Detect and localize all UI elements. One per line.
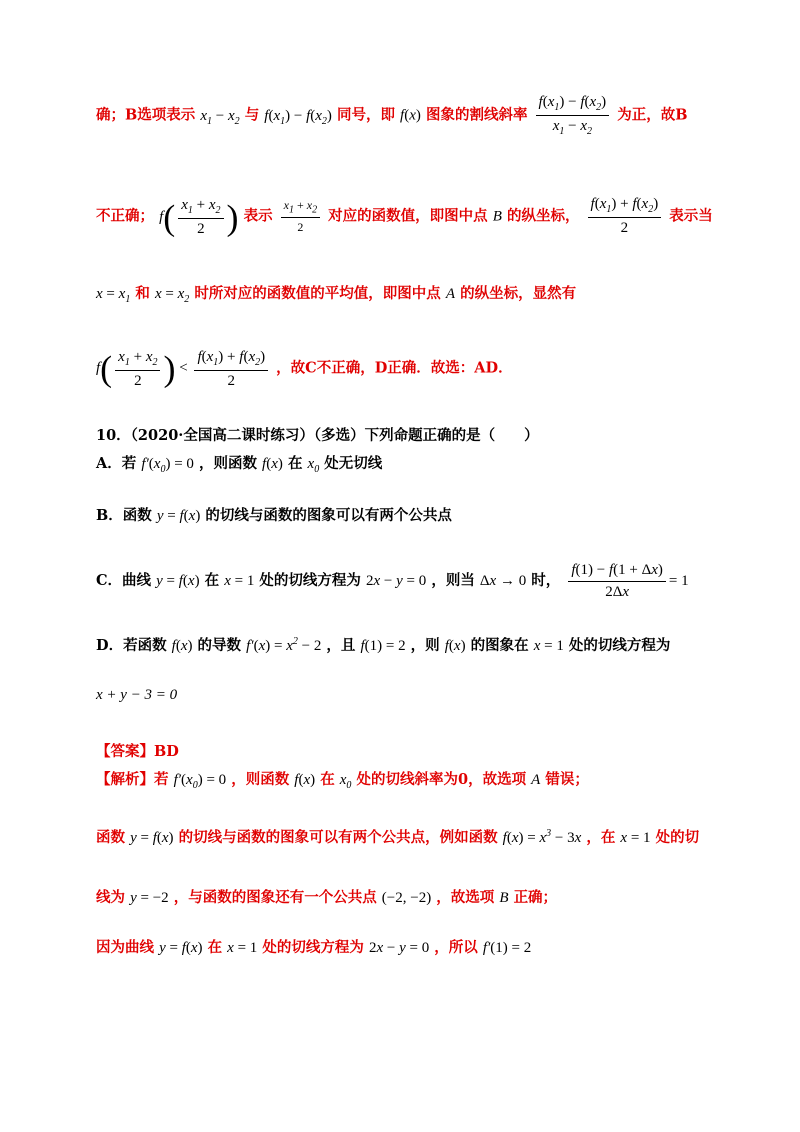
math-tangent-line-equation: x + y − 3 = 0 bbox=[96, 687, 178, 703]
text: 正确； bbox=[513, 889, 558, 906]
text: 线为 bbox=[96, 889, 125, 906]
math-option-a: A bbox=[531, 772, 541, 788]
solution-line-2 bbox=[96, 196, 713, 238]
text: 图象的割线斜率 bbox=[425, 106, 528, 124]
text: 处的切线方程为 bbox=[568, 637, 671, 654]
solution-line-3 bbox=[96, 282, 576, 305]
math-limit-fraction: $\frac{f(1) - f(1 + \Delta x)}{2\Delta x}$ = 1 bbox=[565, 573, 688, 589]
math-midpoint-fraction: $\frac{x_1 + x_2}{2}$ bbox=[281, 198, 320, 235]
option-d bbox=[96, 634, 670, 655]
text: 表示当 bbox=[669, 207, 713, 225]
math-fx: f(x) bbox=[400, 107, 421, 124]
math-y-eq-fx: y = f(x) bbox=[156, 508, 201, 524]
text: 时， bbox=[531, 571, 561, 589]
option-d-equation bbox=[96, 684, 177, 704]
math-fprime-x0-eq-0: $f'(x_0) = 0$ bbox=[141, 456, 194, 475]
text: 处无切线 bbox=[324, 455, 383, 472]
analysis-line-2 bbox=[96, 826, 699, 847]
math-option-b: B bbox=[499, 890, 509, 906]
math-point-b: B bbox=[492, 208, 502, 225]
option-a bbox=[96, 452, 382, 475]
math-point-a: A bbox=[445, 286, 456, 302]
text: 与 bbox=[244, 106, 260, 124]
option-b bbox=[96, 504, 452, 525]
text: 不正确； bbox=[96, 207, 154, 225]
text: ，所以 bbox=[434, 939, 478, 956]
math-y-eq-fx: y = f(x) bbox=[156, 572, 200, 589]
text: 函数 bbox=[96, 829, 125, 846]
math-fx: f(x) bbox=[444, 638, 466, 654]
text: ，在 bbox=[586, 829, 616, 846]
option-c bbox=[96, 562, 689, 601]
math-y-eq-fx: y = f(x) bbox=[159, 940, 203, 956]
text: 的导数 bbox=[197, 637, 242, 654]
text: ，则函数 bbox=[198, 455, 257, 472]
math-inequality: f( $\frac{x_1 + x_2}{2}$ ) < $\frac{f(x_1) + f(x_2)}{2}$ bbox=[96, 360, 271, 376]
text: B．函数 bbox=[96, 507, 152, 524]
math-fx: f(x) bbox=[262, 456, 283, 472]
text: 的切线与函数的图象可以有两个公共点，例如函数 bbox=[178, 829, 498, 846]
math-fx1-minus-fx2: $f(x_1) - f(x_2)$ bbox=[264, 107, 332, 127]
math-fx: f(x) bbox=[294, 772, 316, 788]
text: ，则当 bbox=[431, 571, 475, 589]
math-x-eq-1: x = 1 bbox=[620, 830, 651, 846]
text: ，故选项 bbox=[436, 889, 495, 906]
text: ，则 bbox=[410, 637, 440, 654]
text: 处的切线方程为 bbox=[262, 939, 364, 956]
math-f-of-midpoint: f( $\frac{x_1 + x_2}{2}$ ) bbox=[159, 196, 239, 238]
text: 对应的函数值，即图中点 bbox=[328, 207, 488, 225]
math-x-eq-x2: $x = x_2$ bbox=[154, 286, 190, 305]
text: 处的切线斜率为0，故选项 bbox=[356, 771, 527, 788]
math-x1-minus-x2: $x_1 - x_2$ bbox=[200, 107, 240, 127]
text: 时所对应的函数值的平均值，即图中点 bbox=[194, 285, 441, 302]
math-y-eq-fx: y = f(x) bbox=[130, 830, 174, 846]
analysis-line-3 bbox=[96, 886, 557, 907]
text: 在 bbox=[287, 455, 303, 472]
text: 的纵坐标，显然有 bbox=[460, 285, 577, 302]
math-y-eq-minus-2: y = −2 bbox=[130, 890, 169, 906]
math-fx-eq-x3-minus-3x: $f(x) = x^3 - 3x$ bbox=[502, 828, 582, 846]
math-average-fraction: $\frac{f(x_1) + f(x_2)}{2}$ bbox=[588, 196, 662, 237]
text: 在 bbox=[207, 939, 223, 956]
question-stem: 10．（2020·全国高二课时练习）（多选）下列命题正确的是（ ） bbox=[96, 427, 539, 444]
analysis-line-4 bbox=[96, 936, 531, 957]
math-x-eq-1: x = 1 bbox=[533, 638, 564, 654]
text: 在 bbox=[320, 771, 335, 788]
text: 为正，故B bbox=[617, 106, 688, 124]
text: 的图象在 bbox=[470, 637, 529, 654]
text: 因为曲线 bbox=[96, 939, 154, 956]
text: 确；B选项表示 bbox=[96, 106, 196, 124]
answer-label: 【答案】BD bbox=[96, 743, 179, 760]
text: A．若 bbox=[96, 455, 137, 472]
text: D．若函数 bbox=[96, 637, 167, 654]
math-f1-eq-2: f(1) = 2 bbox=[360, 638, 406, 654]
solution-line-1 bbox=[96, 94, 688, 137]
text: 【解析】若 bbox=[96, 771, 169, 788]
math-dx-to-0: Δx → 0 bbox=[479, 572, 527, 589]
text: 和 bbox=[135, 285, 150, 302]
math-2x-minus-y-eq-0: 2x − y = 0 bbox=[368, 940, 430, 956]
text: 处的切线方程为 bbox=[259, 571, 361, 589]
math-fprime-x-eq-x2-minus-2: $f'(x) = x^2 - 2$ bbox=[246, 636, 322, 654]
analysis-line-1 bbox=[96, 768, 589, 791]
math-x0: $x_0$ bbox=[339, 772, 352, 791]
text: ，故C不正确，D正确．故选：AD． bbox=[276, 359, 513, 377]
text: 同号，即 bbox=[336, 106, 395, 124]
text: 在 bbox=[204, 571, 220, 589]
text: ，则函数 bbox=[231, 771, 290, 788]
math-x-eq-1: x = 1 bbox=[224, 572, 255, 589]
text: C．曲线 bbox=[96, 571, 152, 589]
math-point-minus2-minus2: (−2, −2) bbox=[381, 890, 432, 906]
text: ，与函数的图象还有一个公共点 bbox=[173, 889, 377, 906]
math-x-eq-1: x = 1 bbox=[227, 940, 258, 956]
text: 错误； bbox=[545, 771, 589, 788]
text: 的纵坐标， bbox=[506, 207, 580, 225]
math-2x-minus-y-eq-0: 2x − y = 0 bbox=[365, 572, 427, 589]
text: 的切线与函数的图象可以有两个公共点 bbox=[205, 507, 452, 524]
math-fprime-x0-eq-0: $f'(x_0) = 0$ bbox=[173, 772, 227, 791]
math-x-eq-x1: $x = x_1$ bbox=[96, 286, 131, 305]
text: 表示 bbox=[243, 207, 273, 225]
text: 处的切 bbox=[655, 829, 700, 846]
math-secant-slope-fraction: $\frac{f(x_1) - f(x_2)}{x_1 - x_2}$ bbox=[536, 94, 610, 137]
text: ，且 bbox=[326, 637, 356, 654]
solution-line-4 bbox=[96, 348, 513, 390]
math-fprime-1-eq-2: f′(1) = 2 bbox=[482, 940, 532, 956]
math-x0: $x_0$ bbox=[307, 456, 320, 475]
math-fx: f(x) bbox=[171, 638, 193, 654]
